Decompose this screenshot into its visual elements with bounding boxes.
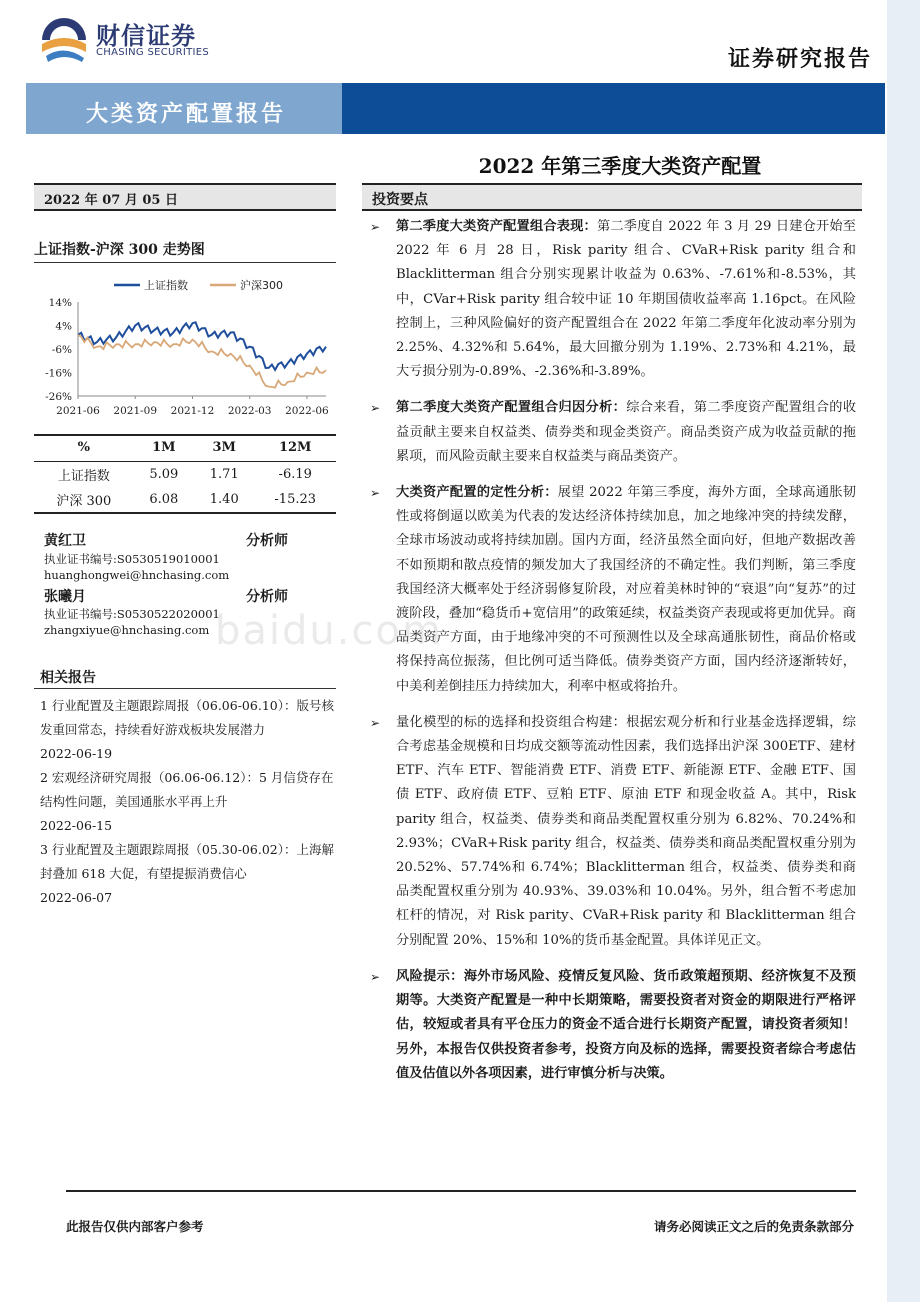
divider	[34, 688, 336, 689]
chart-title: 上证指数-沪深 300 走势图	[34, 242, 205, 258]
table-cell: 6.08	[134, 487, 194, 513]
related-report-item[interactable]: 2 宏观经济研究周报（06.06-06.12）：5 月信贷存在结构性问题，美国通胀水平再上升	[40, 770, 334, 809]
analyst-cert: 执业证书编号:S0530519010001	[44, 552, 220, 566]
key-point-text: 综合来看，第二季度资产配置组合的收益贡献主要来自权益类、债券类和现金类资产。商品类资产成为收益贡献的拖累项，而风险贡献主要来自权益类与商品类资产。	[396, 400, 857, 464]
key-point-item	[368, 481, 856, 699]
y-tick-label: -26%	[45, 391, 72, 403]
table-header: %	[34, 435, 134, 462]
risk-warning-text: 风险提示：海外市场风险、疫情反复风险、货币政策超预期、经济恢复不及预期等。大类资产配置是一种中长期策略，需要投资者对资金的期限进行严格评估，较短或者具有平仓压力的资金不适合进行长期资产配置，请投资者须知！另外，本报告仅供投资者参考，投资方向及标的选择，需要投资者综合考虑估值及估值以外各项因素，进行审慎分析与决策。	[396, 968, 856, 1081]
key-point-text: 量化模型的标的选择和投资组合构建：根据宏观分析和行业基金选择逻辑，综合考虑基金规模和日均成交额等流动性因素，我们选择出沪深 300ETF、建材 ETF、汽车 ETF、智能消费 ETF、消费 ETF、新能源 ETF、金融 ETF、国债 ETF、政府债 ETF、豆粕 ETF、原油 ETF 和现金收益 A。其中，Risk parity 组合，权益类、债券类和商品类配置权重分别为 6.82%、70.24%和 2.93%；CVaR+Risk parity 组合，权益类、债券类和商品类配置权重分别为 20.52%、57.74%和 6.74%；Blacklitterman 组合，权益类、债券类和商品类配置权重分别为 40.93%、39.03%和 10.04%。另外，组合暂不考虑加杠杆的情况，对 Risk parity、CVaR+Risk parity 和 Blacklitterman 组合分别配置 20%、15%和 10%的货币基金配置。具体详见正文。	[396, 714, 856, 948]
key-point-item	[368, 396, 856, 469]
logo-chinese-name: 财信证券	[96, 22, 196, 50]
key-point-item	[368, 711, 856, 953]
x-tick-label: 2021-09	[113, 405, 158, 417]
related-reports-list	[40, 694, 334, 910]
table-header-row	[34, 435, 336, 462]
x-tick-label: 2022-03	[227, 405, 272, 417]
arrow-bullet-icon: ➢	[370, 486, 381, 501]
logo-mark-icon	[38, 14, 90, 66]
arrow-bullet-icon: ➢	[370, 401, 381, 416]
table-cell: 5.09	[149, 467, 179, 482]
y-tick-label: 14%	[48, 297, 72, 309]
analyst-name: 黄红卫	[44, 533, 86, 549]
arrow-bullet-icon: ➢	[370, 969, 381, 984]
footer-note: 此报告仅供内部客户参考	[66, 1219, 204, 1234]
related-report-date: 2022-06-15	[40, 818, 113, 833]
key-point-lead: 第二季度大类资产配置组合表现：	[396, 219, 597, 234]
key-point-lead: 第二季度大类资产配置组合归因分析：	[396, 400, 627, 416]
watermark: baidu.com	[215, 608, 443, 654]
footer-disclaimer: 请务必阅读正文之后的免责条款部分	[653, 1219, 854, 1234]
table-cell: 上证指数	[57, 469, 110, 484]
chart-series	[78, 322, 326, 387]
key-point-lead: 大类资产配置的定性分析：	[396, 485, 558, 501]
report-type: 证券研究报告	[727, 46, 872, 72]
key-points-bar	[362, 183, 862, 211]
key-point-item	[368, 215, 856, 384]
x-tick-label: 2021-06	[56, 405, 100, 417]
key-point-text: 展望 2022 年第三季度，海外方面，全球高通胀韧性或将倒逼以欧美为代表的发达经济体持续加息，加之地缘冲突的持续发酵，全球市场波动或将持续加剧。国内方面，经济虽然全面向好，但地产数据改善不如预期和散点疫情的频发加大了我国经济的不确定性。我们判断，第三季度我国经济大概率处于经济弱修复阶段，对应着美林时钟的“衰退”向“复苏”的过渡阶段，叠加“稳货币+宽信用”的政策延续，权益类资产表现或将更加优异。商品类资产方面，由于地缘冲突的不可预测性以及全球高通胀韧性，商品价格或将保持高位振荡，但比例可适当降低。债券类资产方面，国内经济逐渐转好，中美利差倒挂压力持续加大，利率中枢或将抬升。	[396, 485, 856, 694]
y-tick-label: -6%	[51, 344, 72, 356]
table-cell: -6.19	[278, 467, 312, 482]
table-row	[34, 487, 336, 513]
arrow-bullet-icon: ➢	[370, 220, 381, 234]
chart-legend	[114, 278, 283, 292]
company-logo	[38, 14, 228, 66]
table-row	[34, 462, 336, 488]
table-cell: 1.71	[209, 467, 239, 482]
key-point-text: 第二季度自 2022 年 3 月 29 日建仓开始至 2022 年 6 月 28 日，Risk parity 组合、CVaR+Risk parity 组合和 Blacklitterman 组合分别实现累计收益为 0.63%、-7.61%和-8.53%，其中，CVar+Risk parity 组合较中证 10 年期国债收益率高 1.16pct。在风险控制上，三种风险偏好的资产配置组合在 2022 年第二季度年化波动率分别为 2.25%、4.32%和 5.64%，最大回撤分别为 1.19%、2.73%和 4.21%，最大亏损分别为-0.89%、-2.36%和-3.89%。	[396, 219, 856, 380]
divider	[34, 262, 336, 263]
y-tick-label: 4%	[55, 320, 72, 333]
analyst-role: 分析师	[246, 589, 288, 605]
table-cell: -15.23	[254, 487, 336, 513]
banner-title: 大类资产配置报告	[86, 101, 287, 127]
table-header: 3M	[194, 435, 254, 462]
legend-label: 沪深300	[240, 279, 283, 292]
chart-x-axis	[56, 396, 329, 417]
table-header: 1M	[134, 435, 194, 462]
logo-english-name: CHASING SECURITIES	[96, 47, 210, 58]
table-cell: 沪深 300	[34, 487, 134, 513]
related-reports-title: 相关报告	[40, 670, 96, 686]
analyst-role: 分析师	[246, 533, 288, 549]
key-point-item	[368, 965, 856, 1086]
related-report-date: 2022-06-07	[40, 890, 113, 905]
index-trend-chart	[34, 268, 336, 428]
page-title: 2022 年第三季度大类资产配置	[478, 154, 762, 178]
key-points-title: 投资要点	[372, 192, 428, 208]
analyst-name: 张曦月	[44, 589, 86, 605]
footer-divider	[66, 1190, 856, 1192]
report-date: 2022 年 07 月 05 日	[44, 193, 178, 208]
side-strip	[887, 0, 920, 1302]
analyst-cert: 执业证书编号:S0530522020001	[44, 607, 220, 621]
y-tick-label: -16%	[45, 367, 72, 380]
arrow-bullet-icon: ➢	[370, 715, 381, 730]
table-cell: 1.40	[194, 487, 254, 513]
banner-dark-block	[342, 83, 885, 134]
x-tick-label: 2021-12	[170, 405, 215, 417]
related-report-item[interactable]: 1 行业配置及主题跟踪周报（06.06-06.10）：版号核发重回常态，持续看好游戏板块发展潜力	[40, 698, 334, 737]
performance-table	[34, 434, 336, 514]
analyst-email[interactable]: zhangxiyue@hnchasing.com	[44, 623, 210, 637]
chart-y-axis	[45, 297, 78, 403]
analyst-email[interactable]: huanghongwei@hnchasing.com	[44, 568, 230, 582]
x-tick-label: 2022-06	[285, 405, 329, 417]
legend-label: 上证指数	[144, 279, 188, 292]
related-report-date: 2022-06-19	[40, 746, 113, 761]
table-header: 12M	[254, 435, 336, 462]
related-report-item[interactable]: 3 行业配置及主题跟踪周报（05.30-06.02）：上海解封叠加 618 大促，有望提振消费信心	[40, 842, 334, 881]
